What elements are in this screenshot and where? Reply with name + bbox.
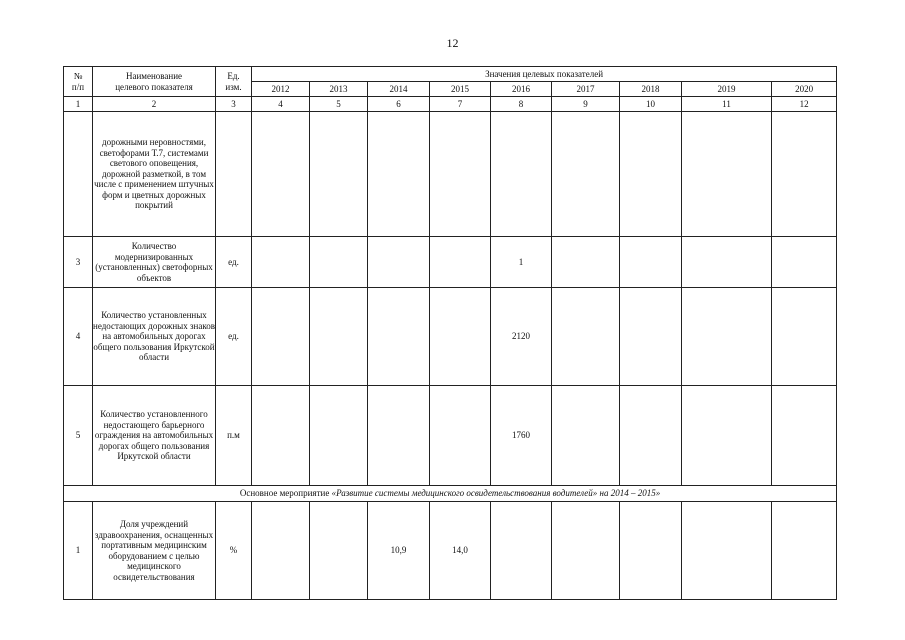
year-cell: 2019 [682, 82, 772, 97]
value-cell [252, 502, 310, 600]
row-num: 5 [64, 386, 93, 486]
row-num: 3 [64, 237, 93, 288]
year-cell: 2012 [252, 82, 310, 97]
value-cell [310, 386, 368, 486]
indicator-unit: % [216, 502, 252, 600]
indicator-name: Количество установленных недостающих дорожных знаков на автомобильных дорогах общего пользования Иркутской области [93, 288, 216, 386]
value-cell [252, 386, 310, 486]
value-cell [620, 288, 682, 386]
value-cell: 1760 [491, 386, 552, 486]
value-cell [552, 386, 620, 486]
col-number: 5 [310, 97, 368, 112]
indicator-name: Количество модернизированных (установленных) светофорных объектов [93, 237, 216, 288]
values-title: Значения целевых показателей [252, 67, 837, 82]
value-cell [552, 502, 620, 600]
year-cell: 2016 [491, 82, 552, 97]
year-cell: 2013 [310, 82, 368, 97]
value-cell [552, 288, 620, 386]
col-number: 8 [491, 97, 552, 112]
row-num: 4 [64, 288, 93, 386]
indicator-unit [216, 112, 252, 237]
indicator-unit: ед. [216, 237, 252, 288]
value-cell [368, 237, 430, 288]
value-cell [620, 237, 682, 288]
value-cell [682, 502, 772, 600]
value-cell [620, 112, 682, 237]
value-cell [368, 386, 430, 486]
table-row [64, 288, 837, 386]
header-row [64, 67, 837, 82]
value-cell [682, 386, 772, 486]
table-row [64, 502, 837, 600]
col-header-name: Наименование целевого показателя [93, 67, 216, 97]
col-number: 11 [682, 97, 772, 112]
value-cell [310, 237, 368, 288]
col-number: 6 [368, 97, 430, 112]
year-cell: 2020 [772, 82, 837, 97]
value-cell: 1 [491, 237, 552, 288]
col-number: 4 [252, 97, 310, 112]
value-cell [772, 502, 837, 600]
section-heading: Основное мероприятие «Развитие системы медицинского освидетельствования водителей» на 2014 – 2015» [64, 486, 837, 502]
year-cell: 2017 [552, 82, 620, 97]
col-header-unit: Ед. изм. [216, 67, 252, 97]
value-cell [368, 288, 430, 386]
value-cell [620, 386, 682, 486]
table-row [64, 112, 837, 237]
value-cell [491, 112, 552, 237]
value-cell [772, 112, 837, 237]
year-cell: 2015 [430, 82, 491, 97]
indicator-name: дорожными неровностями, светофорами Т.7, системами светового оповещения, дорожной разметкой, в том числе с применением штучных форм и цветных дорожных покрытий [93, 112, 216, 237]
indicator-name: Доля учреждений здравоохранения, оснащенных портативным медицинским оборудованием с целью медицинского освидетельствования [93, 502, 216, 600]
col-number: 7 [430, 97, 491, 112]
value-cell [252, 237, 310, 288]
value-cell [552, 112, 620, 237]
year-cell: 2018 [620, 82, 682, 97]
col-number: 1 [64, 97, 93, 112]
value-cell [620, 502, 682, 600]
col-number: 3 [216, 97, 252, 112]
value-cell [772, 386, 837, 486]
value-cell [430, 112, 491, 237]
year-cell: 2014 [368, 82, 430, 97]
row-num [64, 112, 93, 237]
value-cell [310, 502, 368, 600]
value-cell [682, 237, 772, 288]
value-cell [430, 237, 491, 288]
page-number: 12 [446, 36, 459, 50]
value-cell [252, 288, 310, 386]
value-cell [772, 237, 837, 288]
indicator-name: Количество установленного недостающего барьерного ограждения на автомобильных дорогах общего пользования Иркутской области [93, 386, 216, 486]
col-number: 2 [93, 97, 216, 112]
value-cell [310, 288, 368, 386]
value-cell [310, 112, 368, 237]
value-cell [368, 112, 430, 237]
value-cell [682, 112, 772, 237]
value-cell [430, 288, 491, 386]
col-number: 12 [772, 97, 837, 112]
column-number-row [64, 97, 837, 112]
indicator-unit: п.м [216, 386, 252, 486]
row-num: 1 [64, 502, 93, 600]
value-cell [491, 502, 552, 600]
table-row [64, 237, 837, 288]
section-row [64, 486, 837, 502]
value-cell [252, 112, 310, 237]
table-row [64, 386, 837, 486]
value-cell: 14,0 [430, 502, 491, 600]
value-cell [430, 386, 491, 486]
value-cell [772, 288, 837, 386]
value-cell [552, 237, 620, 288]
value-cell [682, 288, 772, 386]
target-indicators-table [63, 66, 837, 600]
value-cell: 2120 [491, 288, 552, 386]
value-cell: 10,9 [368, 502, 430, 600]
col-number: 10 [620, 97, 682, 112]
col-header-num: № п/п [64, 67, 93, 97]
indicator-unit: ед. [216, 288, 252, 386]
col-number: 9 [552, 97, 620, 112]
